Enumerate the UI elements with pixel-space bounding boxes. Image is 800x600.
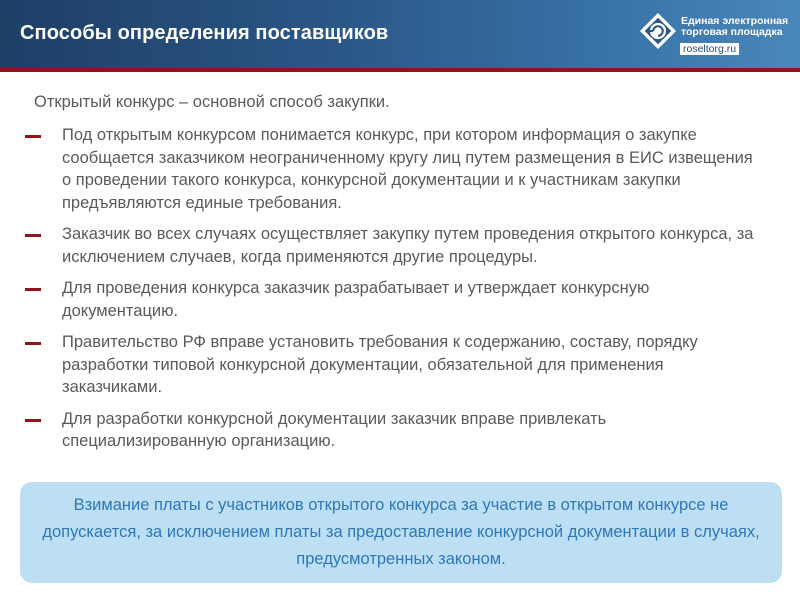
bullet-text: Заказчик во всех случаях осуществляет закупку путем проведения открытого конкурса, за исключением случаев, когда применяются другие процедуры.: [62, 225, 754, 266]
callout-text: Взимание платы с участников открытого конкурса за участие в открытом конкурсе не допускается, за исключением платы за предоставление конкурсной документации в случаях, предусмотренных законом.: [42, 496, 760, 568]
dash-bullet-icon: [25, 135, 41, 138]
callout-box: [20, 482, 782, 583]
dash-bullet-icon: [25, 419, 41, 422]
bullet-text: Для разработки конкурсной документации заказчик вправе привлекать специализированную организацию.: [62, 409, 607, 450]
bullet-text: Правительство РФ вправе установить требования к содержанию, составу, порядку разработки типовой конкурсной документации, обязательной для применения заказчиками.: [62, 333, 698, 396]
intro-text: Открытый конкурс – основной способ закупки.: [34, 93, 390, 111]
bullet-item: [0, 408, 762, 453]
bullet-text: Под открытым конкурсом понимается конкурс, при котором информация о закупке сообщается заказчиком неограниченному кругу лиц путем размещения в ЕИС извещения о проведении такого конкурса, конкурсной документации и к участникам закупки предъявляются единые требования.: [62, 126, 753, 212]
bullet-text: Для проведения конкурса заказчик разрабатывает и утверждает конкурсную документацию.: [62, 279, 650, 320]
brand-name: [681, 16, 788, 38]
brand-line-1: Единая электронная: [681, 15, 789, 27]
slide-title: Способы определения поставщиков: [20, 22, 389, 44]
bullet-item: [0, 124, 762, 214]
dash-bullet-icon: [25, 288, 41, 291]
header-divider: [0, 68, 800, 72]
bullet-list: [0, 124, 800, 462]
bullet-item: [0, 277, 762, 322]
brand-url: roseltorg.ru: [680, 43, 739, 55]
dash-bullet-icon: [25, 234, 41, 237]
bullet-item: [0, 223, 762, 268]
roseltorg-logo-icon: [639, 12, 677, 50]
bullet-item: [0, 331, 762, 399]
dash-bullet-icon: [25, 342, 41, 345]
brand-line-2: торговая площадка: [681, 26, 783, 38]
